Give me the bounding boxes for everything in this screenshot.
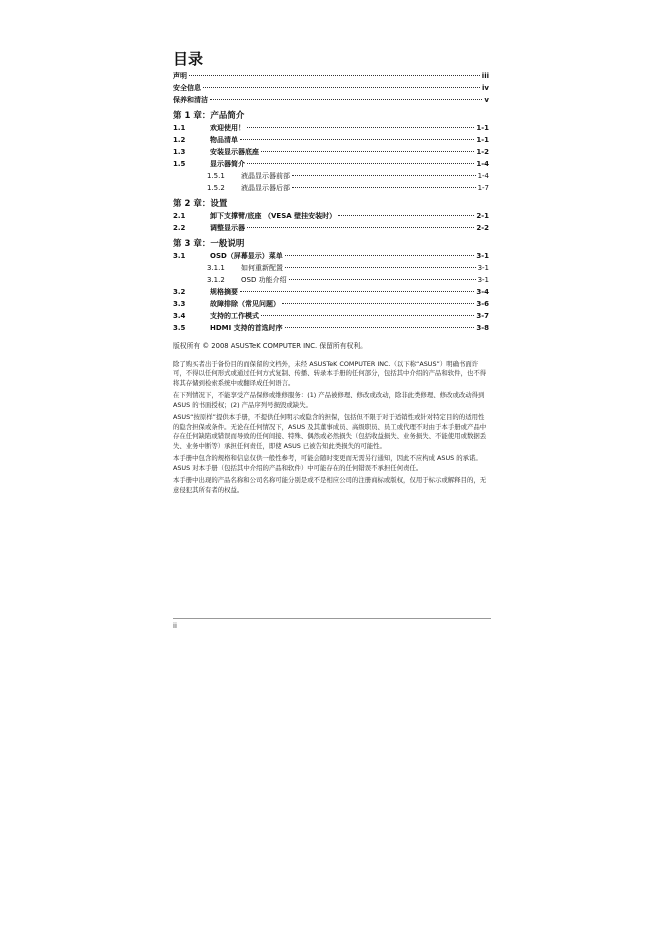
toc-dot-leader <box>292 175 476 176</box>
toc-entry-page: 1-7 <box>477 184 489 192</box>
toc-entry-number: 1.5.1 <box>207 172 225 180</box>
chapter-heading[interactable]: 第 3 章：一般说明 <box>173 239 245 249</box>
toc-entry-label: 物品清单 <box>210 136 238 144</box>
toc-entry-label: 安装显示器底座 <box>210 148 259 156</box>
toc-entry[interactable] <box>173 158 489 170</box>
toc-dot-leader <box>203 87 480 88</box>
toc-entry-page: 1-2 <box>476 148 489 156</box>
toc-entry-label: 故障排除（常见问题） <box>210 300 280 308</box>
toc-entry-number: 1.3 <box>173 148 186 156</box>
toc-dot-leader <box>338 215 474 216</box>
toc-entry-page: iv <box>482 84 489 92</box>
toc-entry-label: 调整显示器 <box>210 224 245 232</box>
footer-page-number: ii <box>173 622 177 630</box>
toc-entry-label: 液晶显示器后部 <box>241 184 290 192</box>
toc-entry[interactable] <box>173 182 489 194</box>
toc-dot-leader <box>285 327 475 328</box>
toc-dot-leader <box>292 187 476 188</box>
toc-dot-leader <box>261 151 474 152</box>
legal-paragraph: 除了购买者出于备份目的而保留的文档外，未经 ASUSTeK COMPUTER INC.（以下称“ASUS”）明确书面许可，不得以任何形式或通过任何方式复制、传播、转录本手册的任何部分，包括其中介绍的产品和软件，也不得将其存储到检索系统中或翻译成任何语言。 <box>173 359 487 387</box>
toc-entry-page: 3-7 <box>476 312 489 320</box>
toc-entry-number: 3.4 <box>173 312 186 320</box>
toc-entry-page: 3-6 <box>476 300 489 308</box>
toc-dot-leader <box>240 291 474 292</box>
footer-divider <box>173 618 491 619</box>
toc-entry-label: OSD（屏幕显示）菜单 <box>210 252 283 260</box>
toc-entry[interactable] <box>173 82 489 94</box>
toc-front-matter <box>173 70 489 106</box>
toc-chapters <box>173 110 489 334</box>
toc-entry-number: 1.1 <box>173 124 186 132</box>
toc-entry-page: 2-1 <box>476 212 489 220</box>
toc-entry-page: 1-1 <box>476 124 489 132</box>
legal-paragraph: 本手册中包含的规格和信息仅供一般性参考，可能会随时变更而无需另行通知，因此不应构成 ASUS 的承诺。ASUS 对本手册（包括其中介绍的产品和软件）中可能存在的任何错误不承担任何责任。 <box>173 454 482 472</box>
toc-entry-page: 1-4 <box>477 172 489 180</box>
toc-entry-page: 1-4 <box>476 160 489 168</box>
toc-entry-page: 1-1 <box>476 136 489 144</box>
toc-entry-number: 3.5 <box>173 324 186 332</box>
toc-entry-label: OSD 功能介绍 <box>241 276 287 284</box>
toc-entry-label: 显示器简介 <box>210 160 245 168</box>
toc-entry[interactable] <box>173 210 489 222</box>
toc-entry-label: 声明 <box>173 72 187 80</box>
toc-entry-page: 3-1 <box>477 276 489 284</box>
toc-entry-number: 3.1 <box>173 252 186 260</box>
toc-dot-leader <box>189 75 480 76</box>
toc-entry[interactable] <box>173 146 489 158</box>
toc-entry-label: HDMI 支持的首选时序 <box>210 324 283 332</box>
toc-dot-leader <box>247 127 474 128</box>
chapter-heading[interactable]: 第 2 章：设置 <box>173 199 228 209</box>
toc-entry-label: 液晶显示器前部 <box>241 172 290 180</box>
toc-entry[interactable] <box>173 134 489 146</box>
toc-entry[interactable] <box>173 122 489 134</box>
toc-entry-label: 安全信息 <box>173 84 201 92</box>
toc-entry-label: 如何重新配置 <box>241 264 283 272</box>
legal-paragraph: 在下列情况下，不能享受产品保修或维修服务：(1) 产品被修理、修改或改动，除非此类修理、修改或改动得到 ASUS 的书面授权；(2) 产品序列号损毁或缺失。 <box>173 391 485 409</box>
toc-entry-page: 2-2 <box>476 224 489 232</box>
toc-entry[interactable] <box>173 286 489 298</box>
toc-entry-number: 1.5 <box>173 160 186 168</box>
toc-entry[interactable] <box>173 222 489 234</box>
toc-entry-label: 保养和清洁 <box>173 96 208 104</box>
toc-entry-number: 3.2 <box>173 288 186 296</box>
toc-entry[interactable] <box>173 322 489 334</box>
toc-dot-leader <box>289 279 476 280</box>
toc-dot-leader <box>285 255 475 256</box>
toc-entry-number: 3.3 <box>173 300 186 308</box>
toc-entry-page: iii <box>481 72 489 80</box>
toc-entry[interactable] <box>173 250 489 262</box>
toc-entry[interactable] <box>173 298 489 310</box>
toc-page <box>173 50 489 498</box>
toc-entry[interactable] <box>173 262 489 274</box>
toc-dot-leader <box>285 267 476 268</box>
toc-entry-number: 2.1 <box>173 212 186 220</box>
toc-entry-page: 3-1 <box>476 252 489 260</box>
toc-entry-label: 卸下支撑臂/底座 （VESA 壁挂安装时） <box>210 212 337 220</box>
toc-dot-leader <box>282 303 474 304</box>
chapter-heading[interactable]: 第 1 章：产品简介 <box>173 111 245 121</box>
toc-dot-leader <box>247 163 474 164</box>
toc-title: 目录 <box>173 50 204 68</box>
toc-entry-label: 欢迎使用！ <box>210 124 245 132</box>
toc-dot-leader <box>210 99 482 100</box>
toc-entry-number: 1.2 <box>173 136 186 144</box>
toc-entry-page: v <box>484 96 489 104</box>
toc-entry-page: 3-8 <box>476 324 489 332</box>
toc-entry-number: 3.1.1 <box>207 264 225 272</box>
legal-notice <box>173 342 489 495</box>
toc-entry-label: 支持的工作模式 <box>210 312 259 320</box>
toc-dot-leader <box>240 139 474 140</box>
toc-entry-number: 2.2 <box>173 224 186 232</box>
toc-entry-label: 规格摘要 <box>210 288 238 296</box>
toc-entry[interactable] <box>173 94 489 106</box>
toc-dot-leader <box>247 227 474 228</box>
toc-entry[interactable] <box>173 170 489 182</box>
toc-entry[interactable] <box>173 274 489 286</box>
toc-dot-leader <box>261 315 474 316</box>
toc-entry[interactable] <box>173 310 489 322</box>
toc-entry-number: 1.5.2 <box>207 184 225 192</box>
toc-entry-number: 3.1.2 <box>207 276 225 284</box>
toc-entry-page: 3-4 <box>476 288 489 296</box>
copyright-line: 版权所有 © 2008 ASUSTeK COMPUTER INC. 保留所有权利。 <box>173 342 367 350</box>
toc-entry-page: 3-1 <box>477 264 489 272</box>
legal-paragraph: 本手册中出现的产品名称和公司名称可能分别是或不是相应公司的注册商标或版权，仅用于标示或解释目的，无意侵犯其所有者的权益。 <box>173 476 487 494</box>
toc-entry[interactable] <box>173 70 489 82</box>
legal-paragraph: ASUS“按原样”提供本手册，不提供任何明示或隐含的担保，包括但不限于对于适销性或针对特定目的的适用性的隐含担保或条件。无论在任何情况下，ASUS 及其董事成员、高级职员、员工或代理不对由于本手册或产品中存在任何缺陷或错误而导致的任何间接、特殊、偶然或必然损失（包括收益损失、业务损失、不能使用或数据丢失、业务中断等）承担任何责任，即使 ASUS 已被告知此类损失的可能性。 <box>173 413 487 450</box>
